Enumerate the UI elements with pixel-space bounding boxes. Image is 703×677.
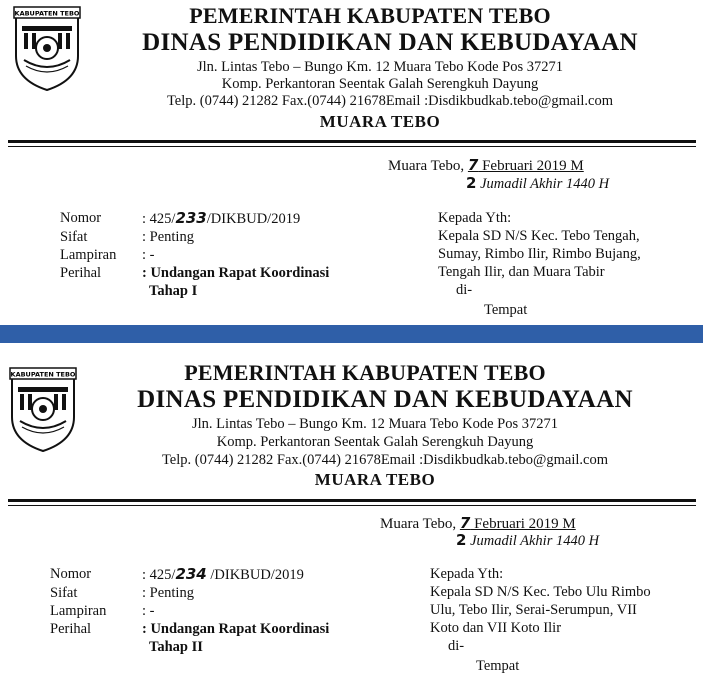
page-divider-band	[0, 325, 703, 343]
letter-date: Muara Tebo, 7 Februari 2019 M	[388, 156, 584, 174]
letter-date: Muara Tebo, 7 Februari 2019 M	[380, 514, 576, 532]
address-line-2: Komp. Perkantoran Seentak Galah Serengkuh Dayung	[221, 76, 539, 92]
lampiran-row: Lampiran : -	[60, 247, 155, 263]
handwritten-number: 233	[175, 209, 207, 227]
address-line-2: Komp. Perkantoran Seentak Galah Serengkuh Dayung	[216, 434, 534, 450]
sifat-row: Sifat : Penting	[60, 229, 194, 245]
header-rule-thin	[8, 146, 696, 147]
office-title: DINAS PENDIDIKAN DAN KEBUDAYAAN	[142, 29, 638, 56]
regency-emblem-icon	[10, 4, 84, 92]
perihal-row: Perihal : Undangan Rapat Koordinasi	[60, 265, 330, 281]
letter-meta: Nomor : 425/234 /DIKBUD/2019 Sifat : Penting Lampiran : - Perihal : Undangan Rapat Koordinasi Tahap II	[40, 565, 380, 656]
government-title: PEMERINTAH KABUPATEN TEBO	[189, 3, 551, 28]
regency-emblem-icon	[6, 365, 80, 453]
handwritten-day: 7	[467, 156, 479, 174]
perihal-row: Perihal : Undangan Rapat Koordinasi	[50, 621, 330, 637]
header-rule-thick	[8, 140, 696, 143]
address-line-1: Jln. Lintas Tebo – Bungo Km. 12 Muara Tebo Kode Pos 37271	[197, 59, 563, 75]
recipient-block: Kepada Yth: Kepala SD N/S Kec. Tebo Ulu Rimbo Ulu, Tebo Ilir, Serai-Serumpun, VII Koto dan VII Koto Ilir di- Tempat	[430, 566, 651, 674]
letter-bottom	[0, 343, 703, 677]
office-title: DINAS PENDIDIKAN DAN KEBUDAYAAN	[137, 386, 633, 413]
city-heading: MUARA TEBO	[314, 470, 436, 489]
address-line-1: Jln. Lintas Tebo – Bungo Km. 12 Muara Tebo Kode Pos 37271	[192, 416, 558, 432]
header-rule-thin	[8, 505, 696, 506]
letter-meta: Nomor : 425/233/DIKBUD/2019 Sifat : Penting Lampiran : - Perihal : Undangan Rapat Koordinasi Tahap I	[50, 209, 390, 300]
hijri-date: 2 Jumadil Akhir 1440 H	[456, 531, 600, 549]
svg-text:KABUPATEN TEBO: KABUPATEN TEBO	[14, 9, 80, 18]
header-rule-thick	[8, 499, 696, 502]
hijri-date: 2 Jumadil Akhir 1440 H	[466, 174, 610, 192]
sifat-row: Sifat : Penting	[50, 585, 194, 601]
nomor-row: Nomor : 425/233/DIKBUD/2019	[60, 209, 301, 227]
contact-line: Telp. (0744) 21282 Fax.(0744) 21678Email :Disdikbudkab.tebo@gmail.com	[161, 452, 609, 468]
lampiran-row: Lampiran : -	[50, 603, 155, 619]
city-heading: MUARA TEBO	[319, 112, 441, 131]
svg-text:KABUPATEN TEBO: KABUPATEN TEBO	[10, 370, 76, 379]
letter-top	[0, 0, 703, 325]
handwritten-number: 234	[175, 565, 207, 583]
nomor-row: Nomor : 425/234 /DIKBUD/2019	[50, 565, 304, 583]
government-title: PEMERINTAH KABUPATEN TEBO	[184, 360, 546, 385]
recipient-block: Kepada Yth: Kepala SD N/S Kec. Tebo Tengah, Sumay, Rimbo Ilir, Rimbo Bujang, Tengah Ilir, dan Muara Tabir di- Tempat	[438, 210, 641, 318]
handwritten-day: 7	[459, 514, 471, 532]
contact-line: Telp. (0744) 21282 Fax.(0744) 21678Email :Disdikbudkab.tebo@gmail.com	[166, 93, 614, 109]
